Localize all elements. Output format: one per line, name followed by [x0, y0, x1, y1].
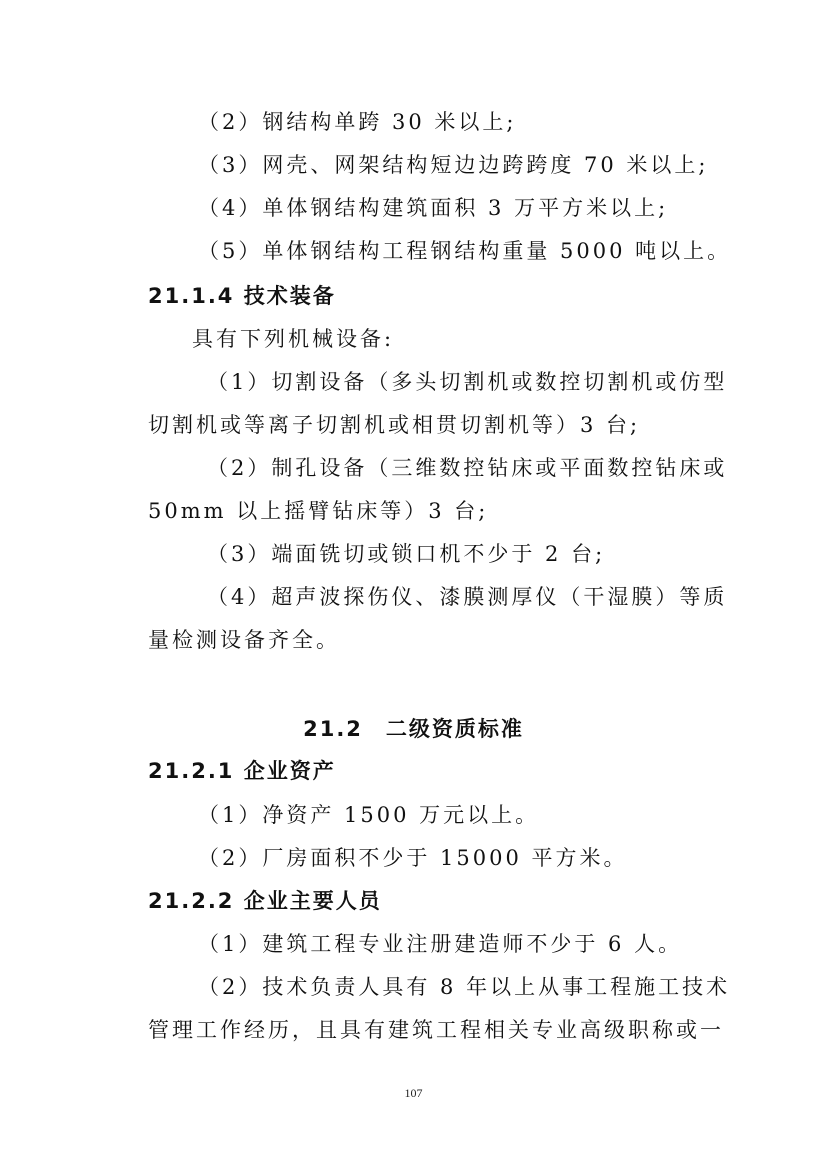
list-item: （1）切割设备（多头切割机或数控切割机或仿型 — [207, 370, 728, 394]
list-item: （3）网壳、网架结构短边边跨跨度 70 米以上; — [198, 153, 709, 177]
chapter-heading: 21.2 二级资质标准 — [303, 717, 524, 741]
list-item: （3）端面铣切或锁口机不少于 2 台; — [207, 542, 606, 566]
list-item-continuation: 切割机或等离子切割机或相贯切割机等）3 台; — [148, 413, 641, 437]
list-item: （2）厂房面积不少于 15000 平方米。 — [198, 846, 628, 870]
list-item: （4）单体钢结构建筑面积 3 万平方米以上; — [198, 196, 669, 220]
list-item: （5）单体钢结构工程钢结构重量 5000 吨以上。 — [198, 239, 732, 263]
page-number: 107 — [404, 1086, 423, 1100]
list-item: （2）制孔设备（三维数控钻床或平面数控钻床或 — [207, 456, 728, 480]
list-item: （1）建筑工程专业注册建造师不少于 6 人。 — [198, 932, 683, 956]
section-heading: 21.2.2 企业主要人员 — [148, 889, 382, 913]
list-item-continuation: 量检测设备齐全。 — [148, 628, 340, 652]
section-heading: 21.1.4 技术装备 — [148, 284, 336, 308]
list-item: （1）净资产 1500 万元以上。 — [198, 803, 540, 827]
list-item: （2）钢结构单跨 30 米以上; — [198, 110, 517, 134]
list-item: （2）技术负责人具有 8 年以上从事工程施工技术 — [198, 975, 731, 999]
list-item: （4）超声波探伤仪、漆膜测厚仪（干湿膜）等质 — [207, 585, 728, 609]
paragraph: 具有下列机械设备: — [192, 327, 395, 351]
list-item-continuation: 50mm 以上摇臂钻床等）3 台; — [148, 499, 489, 523]
section-heading: 21.2.1 企业资产 — [148, 759, 336, 783]
list-item-continuation: 管理工作经历，且具有建筑工程相关专业高级职称或一 — [148, 1018, 724, 1042]
